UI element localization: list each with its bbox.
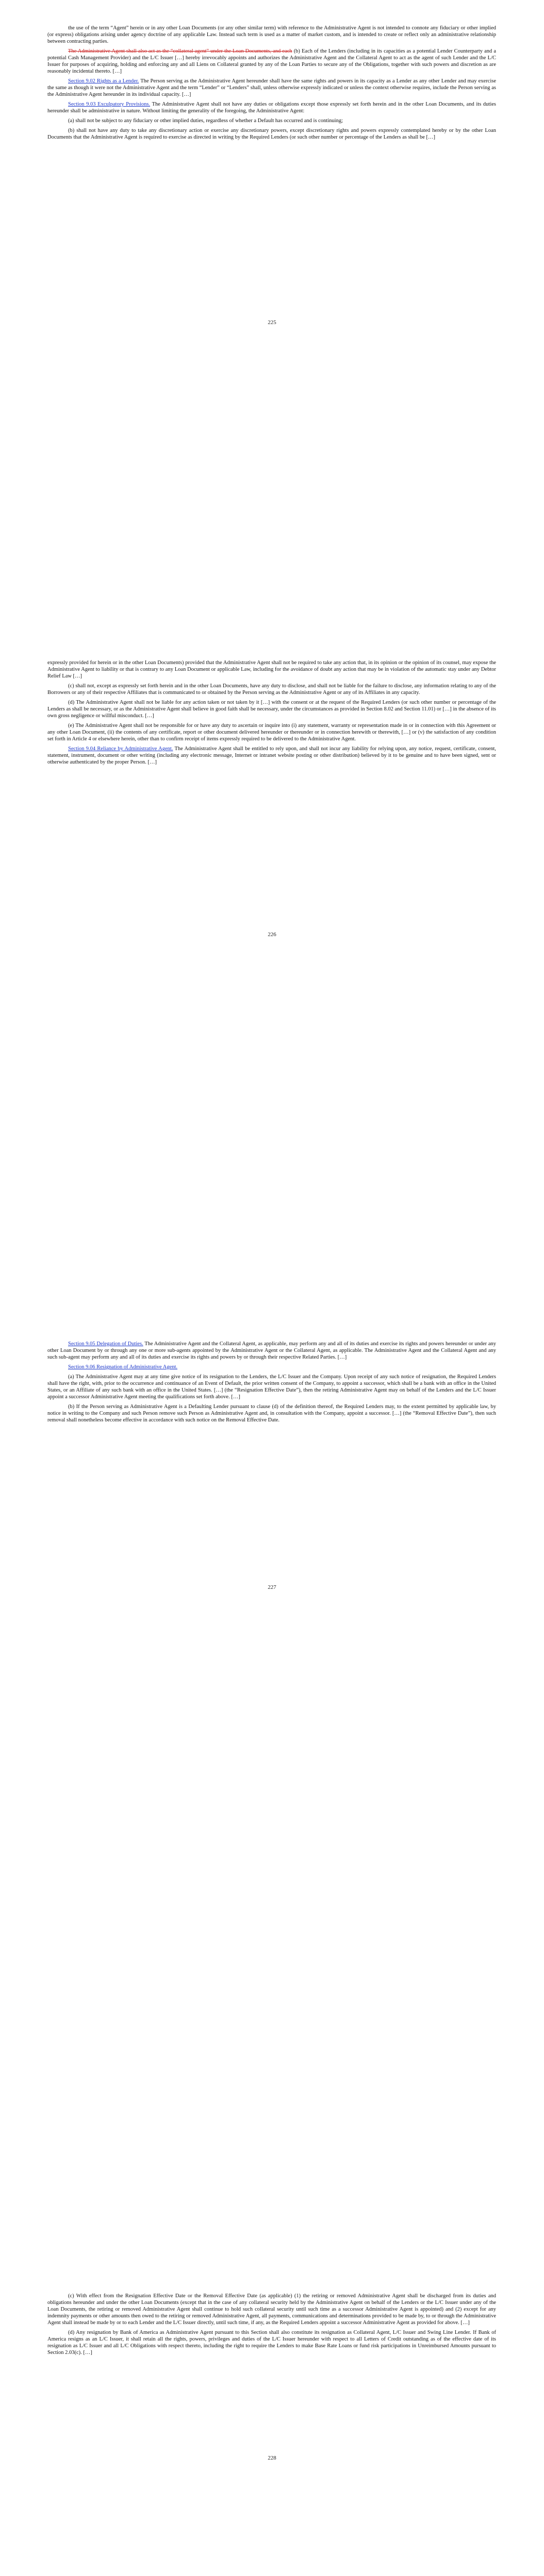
paragraph-text: The Administrative Agent shall be entitled to rely upon, and shall not incur any liability for relying upon, any notice, request, certificate, consent, statement, instrument, document or other writing (including any electronic message, Internet or intranet website posting or other distribution) believed by it to be genuine and to have been signed, sent or otherwise authenticated by the proper Person. […] — [47, 746, 497, 765]
page-number: 226 — [268, 931, 276, 938]
section-heading[interactable]: Section 9.05 Delegation of Duties. — [68, 1341, 143, 1347]
paragraph-text: The Administrative Agent and the Collateral Agent, as applicable, may perform any and all of its duties and exercise its rights and powers hereunder or under any other Loan Document by or through any one or more sub-agents appointed by the Administrative Agent or the Collateral Agent, as applicable. The Administrative Agent and the Collateral Agent and any such sub-agent may perform any and all of its duties and exercise its rights and powers by or through their respective Related Parties. […] — [47, 1341, 496, 1360]
page-number: 225 — [268, 319, 276, 326]
paragraph — [47, 48, 496, 75]
section-paragraph — [47, 745, 496, 766]
paragraph: (a) shall not be subject to any fiduciary or other implied duties, regardless of whether a Default has occurred and is continuing; — [68, 118, 343, 124]
paragraph: the use of the term “Agent” herein or in any other Loan Documents (or any other similar term) with reference to the Administrative Agent is not intended to connote any fiduciary or other implied (or express) obligations arising under agency doctrine of any applicable Law. Instead such term is used as a matter of market custom, and is intended to create or reflect only an administrative relationship between contracting parties. — [47, 25, 496, 44]
paragraph: (b) If the Person serving as Administrative Agent is a Defaulting Lender pursuant to clause (d) of the definition thereof, the Required Lenders may, to the extent permitted by applicable law, by notice in writing to the Company and such Person remove such Person as Administrative Agent and, in consultation with the Company, appoint a successor. […] (the “Removal Effective Date”), then such removal shall nonetheless become effective in accordance with such notice on the Removal Effective Date. — [47, 1404, 496, 1423]
section-paragraph — [47, 101, 496, 114]
page-body — [47, 659, 496, 769]
page-body — [47, 25, 496, 144]
section-heading[interactable]: Section 9.03 Exculpatory Provisions. — [68, 101, 151, 107]
page-body — [47, 2293, 496, 2359]
paragraph: (a) The Administrative Agent may at any time give notice of its resignation to the Lenders, the L/C Issuer and the Company. Upon receipt of any such notice of resignation, the Required Lenders shall have the right, with, prior to the occurrence and continuance of an Event of Default, the prior written consent of the Company, to appoint a successor, which shall be a bank with an office in the United States, or an Affiliate of any such bank with an office in the United States. […] (the “Resignation Effective Date”), then the retiring Administrative Agent may on behalf of the Lenders and the L/C Issuer appoint a successor Administrative Agent meeting the qualifications set forth above. […] — [47, 1374, 496, 1400]
paragraph-text: (b) Each of the Lenders (including in its capacities as a potential Lender Counterparty and a potential Cash Management Provider) and the L/C Issuer […] hereby irrevocably appoints and authorizes the Administrative Agent and the Collateral Agent to act as the agent of such Lender and the L/C Issuer for purposes of acquiring, holding and enforcing any and all Liens on Collateral granted by any of the Loan Parties to secure any of the Obligations, together with such powers and discretion as are reasonably incidental thereto. […] — [47, 48, 497, 74]
deleted-text: The Administrative Agent shall also act as the “collateral agent” under the Loan Documents, and each — [68, 48, 292, 54]
page-body — [47, 1341, 496, 1427]
paragraph: expressly provided for herein or in the other Loan Documents) provided that the Administrative Agent shall not be required to take any action that, in its opinion or the opinion of its counsel, may expose the Administrative Agent to liability or that is contrary to any Loan Document or applicable Law, including for the avoidance of doubt any action that may be in violation of the automatic stay under any Debtor Relief Law […] — [47, 660, 496, 679]
paragraph: (c) With effect from the Resignation Effective Date or the Removal Effective Date (as applicable) (1) the retiring or removed Administrative Agent shall be discharged from its duties and obligations hereunder and under the other Loan Documents (except that in the case of any collateral security held by the Administrative Agent on behalf of the Lenders or the L/C Issuer under any of the Loan Documents, the retiring or removed Administrative Agent shall continue to hold such collateral security until such time as a successor Administrative Agent is appointed) and (2) except for any indemnity payments or other amounts then owed to the retiring or removed Administrative Agent, all payments, communications and determinations provided to be made by, to or through the Administrative Agent shall instead be made by or to each Lender and the L/C Issuer directly, until such time, if any, as the Required Lenders appoint a successor Administrative Agent as provided for above. […] — [47, 2293, 496, 2326]
page-number: 227 — [268, 1584, 276, 1590]
paragraph-text: The Administrative Agent shall not have any duties or obligations except those expressly set forth herein and in the other Loan Documents, and its duties hereunder shall be administrative in nature. Without limiting the generality of the foregoing, the Administrative Agent: — [47, 101, 497, 114]
section-paragraph — [47, 1341, 496, 1361]
page-number: 228 — [268, 2455, 276, 2461]
paragraph: (b) shall not have any duty to take any discretionary action or exercise any discretionary powers, except discretionary rights and powers expressly contemplated hereby or by the other Loan Documents that the Administrative Agent is required to exercise as directed in writing by the Required Lenders (or such other number or percentage of the Lenders as shall be […] — [47, 128, 496, 140]
paragraph: (d) The Administrative Agent shall not be liable for any action taken or not taken by it […] with the consent or at the request of the Required Lenders (or such other number or percentage of the Lenders as shall be necessary, or as the Administrative Agent shall believe in good faith shall be necessary, under the circumstances as provided in Section 8.02 and Section 11.01) or […] in the absence of its own gross negligence or willful misconduct. […] — [47, 700, 496, 719]
section-heading[interactable]: Section 9.04 Reliance by Administrative Agent. — [68, 746, 173, 752]
paragraph-text: The Person serving as the Administrative Agent hereunder shall have the same rights and powers in its capacity as a Lender as any other Lender and may exercise the same as though it were not the Administrative Agent and the term “Lender” or “Lenders” shall, unless otherwise expressly indicated or unless the context otherwise requires, include the Person serving as the Administrative Agent hereunder in its individual capacity. […] — [47, 78, 497, 97]
paragraph: (d) Any resignation by Bank of America as Administrative Agent pursuant to this Section shall also constitute its resignation as Collateral Agent, L/C Issuer and Swing Line Lender. If Bank of America resigns as an L/C Issuer, it shall retain all the rights, powers, privileges and duties of the L/C Issuer hereunder with respect to all Letters of Credit outstanding as of the effective date of its resignation as L/C Issuer and all L/C Obligations with respect thereto, including the right to require the Lenders to make Base Rate Loans or fund risk participations in Unreimbursed Amounts pursuant to Section 2.03(c). […] — [47, 2330, 496, 2355]
section-heading[interactable]: Section 9.02 Rights as a Lender. — [68, 78, 139, 84]
section-paragraph — [47, 1364, 496, 1370]
paragraph: (c) shall not, except as expressly set forth herein and in the other Loan Documents, have any duty to disclose, and shall not be liable for the failure to disclose, any information relating to any of the Borrowers or any of their respective Affiliates that is communicated to or obtained by the Person serving as the Administrative Agent or any of its Affiliates in any capacity. — [47, 683, 496, 696]
paragraph: (e) The Administrative Agent shall not be responsible for or have any duty to ascertain or inquire into (i) any statement, warranty or representation made in or in connection with this Agreement or any other Loan Document, (ii) the contents of any certificate, report or other document delivered hereunder or thereunder or in connection herewith or therewith, […] or (v) the satisfaction of any condition set forth in Article 4 or elsewhere herein, other than to confirm receipt of items expressly required to be delivered to the Administrative Agent. — [47, 723, 496, 742]
section-heading[interactable]: Section 9.06 Resignation of Administrative Agent. — [68, 1364, 178, 1370]
section-paragraph — [47, 78, 496, 98]
